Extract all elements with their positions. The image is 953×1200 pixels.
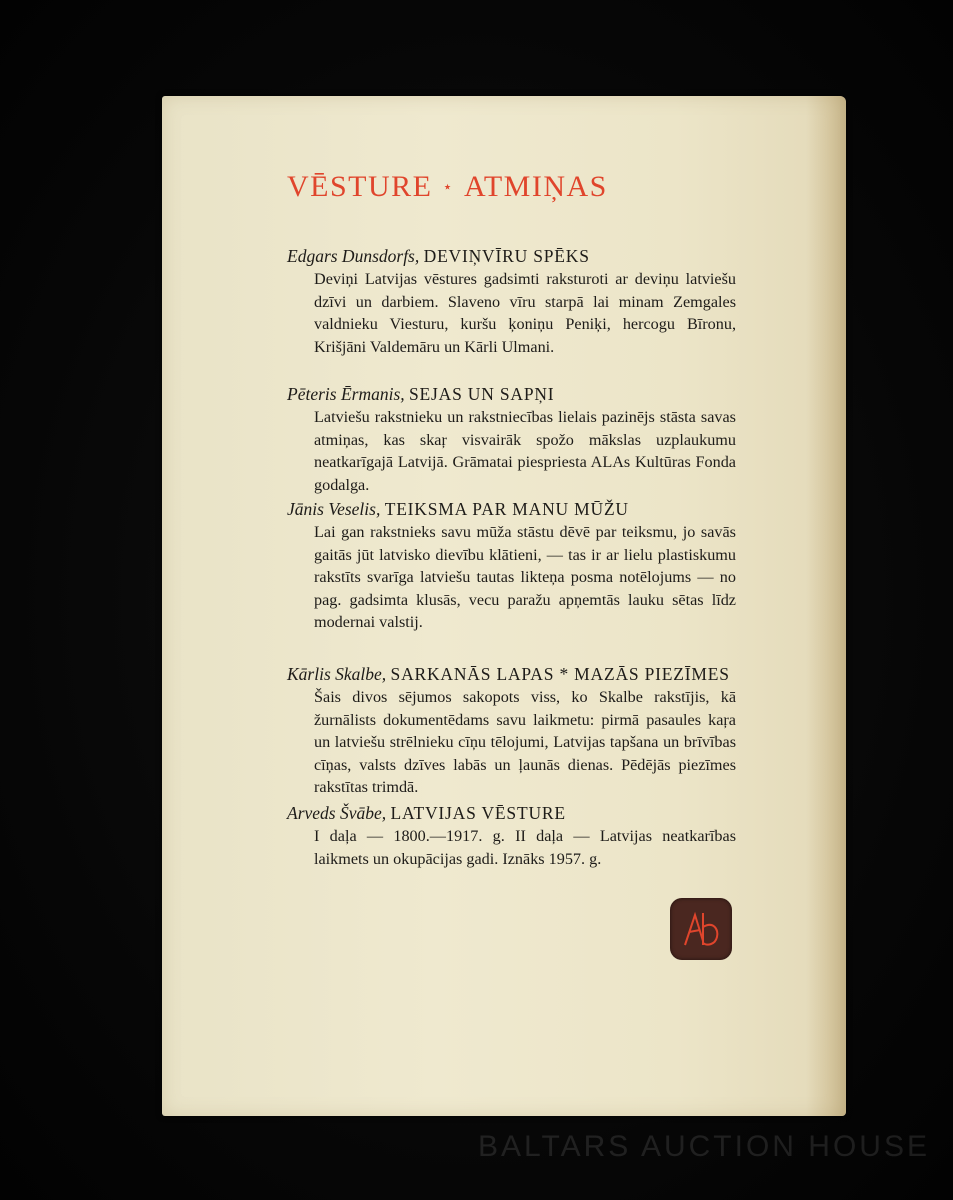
entry-heading — [287, 383, 737, 406]
entry-description: Latviešu rakstnieku un rakstniecības lielais pazinējs stāsta savas atmiņas, kas skaŗ visvairāk spožo mākslas uzplaukumu neatkarīgajā Latvijā. Grāmatai piespriesta ALAs Kultūras Fonda godalga. — [314, 408, 736, 494]
cover-heading — [287, 170, 608, 204]
star-icon: ⋆ — [442, 179, 455, 196]
entry-title: SEJAS UN SAPŅI — [409, 384, 555, 404]
entry-author: Edgars Dunsdorfs, — [287, 246, 420, 266]
heading-left: VĒSTURE — [287, 170, 433, 203]
entry-description: Lai gan rakstnieks savu mūža stāstu dēvē par teiksmu, jo savās gaitās jūt latvisko dievību klātieni, — tas ir ar lielu plastiskumu rakstīts svarīga latviešu tautas likteņa posma notēlojums — no pag. gadsimta klusās, vecu paražu apņemtās lauku sētas līdz modernai valstij. — [314, 523, 736, 631]
entry-description: Deviņi Latvijas vēstures gadsimti raksturoti ar deviņu latviešu dzīvi un darbiem. Slaveno vīru starpā lai minam Zemgales valdnieku Viesturu, kuršu ķoniņu Peniķi, hercogu Bīronu, Krišjāni Valdemāru un Kārli Ulmani. — [314, 270, 736, 356]
entry-author: Arveds Švābe, — [287, 803, 387, 823]
entry-description: Šais divos sējumos sakopots viss, ko Skalbe rakstījis, kā žurnālists dokumentēdams savu laikmetu: pirmā pasaules kaŗa un latviešu strēlnieku cīņu tēlojumi, Latvijas tapšana un brīvības cīņas, valsts dzīves labās un ļaunās dienas. Pēdējās piezīmes rakstītas trimdā. — [314, 688, 736, 796]
entry-heading — [287, 663, 737, 686]
entry-author: Jānis Veselis, — [287, 499, 381, 519]
entry-title: DEVIŅVĪRU SPĒKS — [423, 246, 590, 266]
entry-title: SARKANĀS LAPAS * MAZĀS PIEZĪMES — [390, 664, 730, 684]
book-entry-ermanis — [287, 383, 737, 496]
publisher-logo — [670, 898, 732, 960]
entry-author: Pēteris Ērmanis, — [287, 384, 405, 404]
entry-title: TEIKSMA PAR MANU MŪŽU — [384, 499, 629, 519]
entry-heading — [287, 802, 737, 825]
entry-description: I daļa — 1800.—1917. g. II daļa — Latvijas neatkarības laikmets un okupācijas gadi. Iznāks 1957. g. — [314, 827, 736, 868]
entry-author: Kārlis Skalbe, — [287, 664, 387, 684]
entry-title: LATVIJAS VĒSTURE — [390, 803, 566, 823]
book-entry-skalbe — [287, 663, 737, 799]
entry-heading — [287, 498, 737, 521]
ab-publisher-monogram-icon — [679, 907, 723, 951]
auction-watermark: BALTARS AUCTION HOUSE — [478, 1130, 930, 1163]
book-entry-dunsdorfs — [287, 245, 737, 358]
heading-right: ATMIŅAS — [464, 170, 608, 203]
book-entry-svabe — [287, 802, 737, 870]
book-entry-veselis — [287, 498, 737, 634]
entry-heading — [287, 245, 737, 268]
